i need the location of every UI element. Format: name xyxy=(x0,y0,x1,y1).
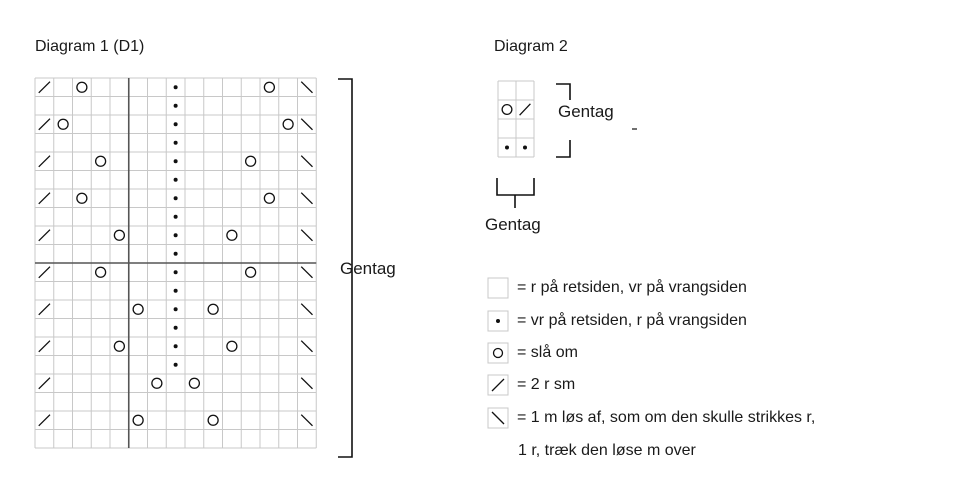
d1-purl-dot-mark xyxy=(174,85,178,89)
d1-purl-dot-mark xyxy=(174,196,178,200)
d1-yarn-over-mark xyxy=(77,193,87,203)
legend-text: = r på retsiden, vr på vrangsiden xyxy=(517,279,747,296)
d1-skpo-mark xyxy=(301,82,312,93)
d1-yarn-over-mark xyxy=(283,119,293,129)
legend-item-blank xyxy=(487,277,747,299)
d1-k2tog-mark xyxy=(39,193,50,204)
d2-repeat-bracket-bottom xyxy=(497,178,534,195)
legend-text: = slå om xyxy=(517,344,578,361)
d1-skpo-mark xyxy=(301,156,312,167)
d1-purl-dot-mark xyxy=(174,104,178,108)
d1-yarn-over-mark xyxy=(264,82,274,92)
backslash-square-icon xyxy=(487,407,509,429)
circle-square-icon xyxy=(487,342,509,364)
d1-skpo-mark xyxy=(301,267,312,278)
d1-skpo-mark xyxy=(301,415,312,426)
d1-skpo-mark xyxy=(301,378,312,389)
d1-purl-dot-mark xyxy=(174,141,178,145)
d1-yarn-over-mark xyxy=(114,341,124,351)
diagram-1-repeat-label: Gentag xyxy=(340,259,396,278)
d1-yarn-over-mark xyxy=(114,230,124,240)
d1-yarn-over-mark xyxy=(58,119,68,129)
d1-k2tog-mark xyxy=(39,415,50,426)
legend-continuation: 1 r, træk den løse m over xyxy=(518,442,696,459)
d1-skpo-mark xyxy=(301,304,312,315)
dot-square-icon xyxy=(487,310,509,332)
d1-k2tog-mark xyxy=(39,156,50,167)
d1-purl-dot-mark xyxy=(174,215,178,219)
d2-yarn-over-mark xyxy=(502,105,512,115)
d1-yarn-over-mark xyxy=(208,415,218,425)
d1-yarn-over-mark xyxy=(189,378,199,388)
d1-purl-dot-mark xyxy=(174,307,178,311)
d1-k2tog-mark xyxy=(39,267,50,278)
d1-yarn-over-mark xyxy=(96,156,106,166)
d1-purl-dot-mark xyxy=(174,344,178,348)
d1-yarn-over-mark xyxy=(133,304,143,314)
d1-purl-dot-mark xyxy=(174,252,178,256)
d1-yarn-over-mark xyxy=(227,341,237,351)
legend-item-circle xyxy=(487,342,578,364)
d1-skpo-mark xyxy=(301,341,312,352)
d1-yarn-over-mark xyxy=(246,267,256,277)
d1-skpo-mark xyxy=(301,230,312,241)
d1-purl-dot-mark xyxy=(174,326,178,330)
d1-skpo-mark xyxy=(301,193,312,204)
diagram-2-repeat-label-right: Gentag xyxy=(558,102,614,121)
d1-purl-dot-mark xyxy=(174,122,178,126)
d2-purl-dot-mark xyxy=(523,146,527,150)
d1-k2tog-mark xyxy=(39,304,50,315)
d2-purl-dot-mark xyxy=(505,146,509,150)
d1-purl-dot-mark xyxy=(174,270,178,274)
slash-square-icon xyxy=(487,374,509,396)
diagram-1-title: Diagram 1 (D1) xyxy=(35,38,145,55)
legend-text: = vr på retsiden, r på vrangsiden xyxy=(517,312,747,329)
d1-yarn-over-mark xyxy=(133,415,143,425)
d1-yarn-over-mark xyxy=(208,304,218,314)
d1-yarn-over-mark xyxy=(152,378,162,388)
d1-yarn-over-mark xyxy=(77,82,87,92)
d1-purl-dot-mark xyxy=(174,178,178,182)
d1-yarn-over-mark xyxy=(264,193,274,203)
legend-item-backslash xyxy=(487,407,815,429)
d2-repeat-bracket-right-bottom xyxy=(556,140,570,157)
d1-purl-dot-mark xyxy=(174,159,178,163)
d1-purl-dot-mark xyxy=(174,233,178,237)
d2-k2tog-mark xyxy=(520,104,531,115)
d2-repeat-bracket-right-top xyxy=(556,84,570,100)
diagram-2-title: Diagram 2 xyxy=(494,38,568,55)
d1-purl-dot-mark xyxy=(174,289,178,293)
d1-k2tog-mark xyxy=(39,341,50,352)
legend-text: = 1 m løs af, som om den skulle strikkes r, xyxy=(517,409,816,426)
legend-text: = 2 r sm xyxy=(517,376,576,393)
legend-item-dot xyxy=(487,310,747,332)
d1-skpo-mark xyxy=(301,119,312,130)
d1-k2tog-mark xyxy=(39,230,50,241)
d1-yarn-over-mark xyxy=(96,267,106,277)
legend-item-slash xyxy=(487,374,575,396)
d1-yarn-over-mark xyxy=(246,156,256,166)
d1-k2tog-mark xyxy=(39,82,50,93)
d1-purl-dot-mark xyxy=(174,363,178,367)
d1-yarn-over-mark xyxy=(227,230,237,240)
d1-k2tog-mark xyxy=(39,119,50,130)
d1-k2tog-mark xyxy=(39,378,50,389)
diagram-2-repeat-label-bottom: Gentag xyxy=(485,215,541,234)
blank-square-icon xyxy=(487,277,509,299)
